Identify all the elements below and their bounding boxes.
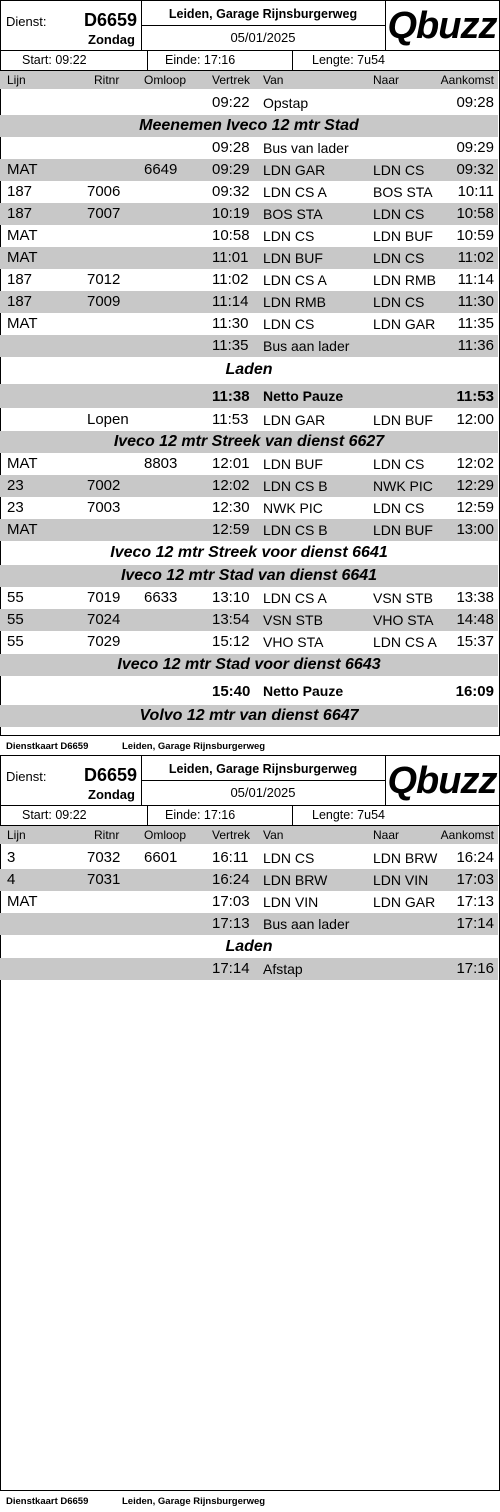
schedule-row [0, 869, 498, 891]
lijn: MAT [7, 455, 38, 472]
schedule-row [0, 225, 498, 247]
qbuzz-logo: Qbuzz [387, 5, 497, 47]
ritnr: 7002 [87, 477, 121, 494]
page-footer [6, 741, 266, 752]
vertrek: 09:29 [212, 161, 250, 178]
vertrek: 11:38 [212, 388, 250, 405]
dienst-code: D6659 [84, 765, 138, 785]
footer-card: Dienstkaart D6659 [6, 741, 89, 752]
section-title: Laden [225, 361, 273, 378]
vertrek: 09:22 [212, 94, 250, 111]
lijn: MAT [7, 315, 38, 332]
col-omloop: Omloop [144, 828, 187, 842]
ritnr: 7031 [87, 871, 121, 888]
vertrek: 15:12 [212, 633, 250, 650]
schedule-row [0, 631, 498, 653]
aankomst: 11:36 [457, 337, 494, 354]
vertrek: 11:30 [212, 315, 249, 332]
section-title: Iveco 12 mtr Streek voor dienst 6641 [110, 544, 388, 561]
vertrek: 10:19 [212, 205, 250, 222]
vertrek: 12:01 [212, 455, 250, 472]
dienst-label: Dienst: [6, 14, 47, 29]
lijn: MAT [7, 521, 38, 538]
ritnr: 7009 [87, 293, 121, 310]
section-title: Iveco 12 mtr Stad van dienst 6641 [0, 565, 498, 587]
dienst-code: D6659 [84, 10, 138, 30]
vertrek: 17:14 [212, 960, 250, 977]
schedule-row [0, 313, 498, 335]
van: Netto Pauze [263, 388, 344, 404]
service-date: 05/01/2025 [230, 30, 296, 45]
col-vertrek: Vertrek [212, 73, 251, 87]
lijn: MAT [7, 893, 38, 910]
section-title: Iveco 12 mtr Stad voor dienst 6643 [0, 654, 498, 676]
van: LDN CS A [263, 184, 327, 200]
vertrek: 13:10 [212, 589, 250, 606]
naar: LDN CS [373, 206, 425, 222]
col-vertrek: Vertrek [212, 828, 251, 842]
schedule-row [0, 269, 498, 291]
ritnr: 7029 [87, 633, 121, 650]
schedule-row [0, 475, 498, 497]
page-footer [6, 1496, 266, 1507]
naar: LDN BUF [373, 522, 433, 538]
ritnr: 7007 [87, 205, 121, 222]
schedule-row [0, 203, 498, 225]
omloop: 6601 [144, 849, 178, 866]
lijn: 187 [7, 293, 33, 310]
van: VHO STA [263, 634, 324, 650]
col-naar: Naar [373, 828, 400, 842]
schedule-row [0, 453, 498, 475]
shift-end: Einde: 17:16 [165, 808, 236, 822]
footer-garage: Leiden, Garage Rijnsburgerweg [122, 741, 266, 752]
schedule-row [0, 519, 498, 541]
col-van: Van [263, 828, 284, 842]
naar: LDN GAR [373, 894, 436, 910]
aankomst: 12:59 [456, 499, 494, 516]
lijn: MAT [7, 227, 38, 244]
van: LDN CS B [263, 478, 328, 494]
aankomst: 09:29 [456, 139, 494, 156]
van: LDN GAR [263, 412, 326, 428]
shift-meta-row [0, 50, 498, 70]
lijn: 55 [7, 589, 24, 606]
van: LDN CS A [263, 590, 327, 606]
dienst-label: Dienst: [6, 769, 47, 784]
section-title: Volvo 12 mtr van dienst 6647 [0, 705, 498, 727]
ritnr: 7024 [87, 611, 121, 628]
aankomst: 11:02 [457, 249, 494, 266]
schedule-row [0, 92, 498, 114]
shift-start: Start: 09:22 [22, 53, 87, 67]
dienst-day: Zondag [88, 787, 135, 802]
vertrek: 15:40 [212, 683, 251, 700]
vertrek: 10:58 [212, 227, 250, 244]
vertrek: 12:59 [212, 521, 250, 538]
van: LDN CS B [263, 522, 328, 538]
ritnr: Lopen [87, 411, 129, 428]
aankomst: 10:59 [456, 227, 494, 244]
aankomst: 12:00 [456, 411, 494, 428]
vertrek: 11:35 [212, 337, 249, 354]
aankomst: 12:02 [456, 455, 494, 472]
lijn: 23 [7, 499, 24, 516]
schedule-row [0, 137, 498, 159]
schedule-row [0, 335, 498, 357]
omloop: 6633 [144, 589, 178, 606]
lijn: 187 [7, 205, 33, 222]
aankomst: 10:58 [456, 205, 494, 222]
van: Netto Pauze [263, 683, 344, 699]
van: LDN BUF [263, 456, 323, 472]
naar: VHO STA [373, 612, 434, 628]
aankomst: 09:32 [456, 161, 494, 178]
omloop: 6649 [144, 161, 178, 178]
aankomst: 12:29 [456, 477, 494, 494]
schedule-row [0, 159, 498, 181]
lijn: 187 [7, 271, 33, 288]
shift-start: Start: 09:22 [22, 808, 87, 822]
van: LDN VIN [263, 894, 319, 910]
van: BOS STA [263, 206, 323, 222]
lijn: 55 [7, 611, 24, 628]
footer-garage: Leiden, Garage Rijnsburgerweg [122, 1496, 266, 1507]
vertrek: 12:30 [212, 499, 250, 516]
schedule-row [0, 181, 498, 203]
col-lijn: Lijn [7, 73, 26, 87]
aankomst: 14:48 [456, 611, 494, 628]
vertrek: 11:02 [212, 271, 249, 288]
naar: LDN CS [373, 162, 425, 178]
schedule-row [0, 891, 498, 913]
aankomst: 16:24 [456, 849, 494, 866]
aankomst: 11:53 [456, 388, 494, 405]
duty-card-page-2 [0, 755, 500, 1511]
aankomst: 11:30 [457, 293, 494, 310]
ritnr: 7012 [87, 271, 121, 288]
naar: VSN STB [373, 590, 433, 606]
vertrek: 09:28 [212, 139, 250, 156]
pause-row [0, 679, 498, 703]
vertrek: 09:32 [212, 183, 250, 200]
col-omloop: Omloop [144, 73, 187, 87]
lijn: 4 [7, 871, 16, 888]
column-header-row [0, 826, 498, 844]
vertrek: 16:11 [212, 849, 249, 866]
van: Afstap [263, 961, 303, 977]
garage-name: Leiden, Garage Rijnsburgerweg [168, 762, 358, 776]
aankomst: 11:14 [457, 271, 494, 288]
schedule-row [0, 247, 498, 269]
van: LDN CS [263, 228, 315, 244]
naar: LDN RMB [373, 272, 437, 288]
section-title: Meenemen Iveco 12 mtr Stad [0, 115, 498, 137]
vertrek: 17:03 [212, 893, 250, 910]
col-ritnr: Ritnr [94, 828, 120, 842]
col-lijn: Lijn [7, 828, 26, 842]
col-naar: Naar [373, 73, 400, 87]
naar: BOS STA [373, 184, 433, 200]
col-aankomst: Aankomst [440, 73, 494, 87]
col-ritnr: Ritnr [94, 73, 120, 87]
van: NWK PIC [263, 500, 323, 516]
footer-card: Dienstkaart D6659 [6, 1496, 89, 1507]
card-header [0, 0, 498, 50]
naar: NWK PIC [373, 478, 433, 494]
vertrek: 11:14 [212, 293, 249, 310]
van: LDN CS [263, 850, 315, 866]
aankomst: 11:35 [457, 315, 494, 332]
schedule-row [0, 291, 498, 313]
dienst-day: Zondag [88, 32, 135, 47]
schedule-row [0, 497, 498, 519]
aankomst: 17:16 [456, 960, 494, 977]
van: LDN GAR [263, 162, 326, 178]
naar: LDN CS [373, 250, 425, 266]
lijn: 23 [7, 477, 24, 494]
shift-end: Einde: 17:16 [165, 53, 236, 67]
vertrek: 16:24 [212, 871, 250, 888]
van: LDN CS A [263, 272, 327, 288]
van: LDN BRW [263, 872, 328, 888]
card-header [0, 755, 498, 805]
van: Bus aan lader [263, 338, 350, 354]
vertrek: 12:02 [212, 477, 250, 494]
naar: LDN BUF [373, 412, 433, 428]
col-van: Van [263, 73, 284, 87]
naar: LDN CS A [373, 634, 437, 650]
ritnr: 7006 [87, 183, 121, 200]
van: Opstap [263, 95, 309, 111]
naar: LDN CS [373, 294, 425, 310]
naar: LDN BRW [373, 850, 438, 866]
naar: LDN CS [373, 456, 425, 472]
column-header-row [0, 71, 498, 89]
van: LDN CS [263, 316, 315, 332]
vertrek: 13:54 [212, 611, 250, 628]
lijn: 3 [7, 849, 16, 866]
aankomst: 16:09 [455, 683, 494, 700]
aankomst: 17:14 [456, 915, 494, 932]
schedule-row [0, 958, 498, 980]
lijn: MAT [7, 249, 38, 266]
van: VSN STB [263, 612, 323, 628]
schedule-row [0, 409, 498, 431]
van: LDN BUF [263, 250, 323, 266]
schedule-row [0, 847, 498, 869]
ritnr: 7003 [87, 499, 121, 516]
naar: LDN GAR [373, 316, 436, 332]
aankomst: 17:13 [456, 893, 494, 910]
naar: LDN VIN [373, 872, 429, 888]
garage-name: Leiden, Garage Rijnsburgerweg [168, 7, 358, 21]
qbuzz-logo: Qbuzz [387, 760, 497, 802]
aankomst: 09:28 [456, 94, 494, 111]
vertrek: 11:01 [212, 249, 249, 266]
section-title: Laden [225, 938, 273, 955]
shift-length: Lengte: 7u54 [312, 808, 385, 822]
lijn: MAT [7, 161, 38, 178]
aankomst: 17:03 [456, 871, 494, 888]
shift-length: Lengte: 7u54 [312, 53, 385, 67]
van: Bus van lader [263, 140, 349, 156]
aankomst: 13:38 [456, 589, 494, 606]
van: Bus aan lader [263, 916, 350, 932]
vertrek: 11:53 [212, 411, 249, 428]
lijn: 55 [7, 633, 24, 650]
service-date: 05/01/2025 [230, 785, 296, 800]
ritnr: 7032 [87, 849, 121, 866]
section-title: Iveco 12 mtr Streek van dienst 6627 [0, 431, 498, 453]
pause-row [0, 384, 498, 408]
van: LDN RMB [263, 294, 327, 310]
vertrek: 17:13 [212, 915, 250, 932]
schedule-row [0, 587, 498, 609]
naar: LDN CS [373, 500, 425, 516]
aankomst: 13:00 [456, 521, 494, 538]
col-aankomst: Aankomst [440, 828, 494, 842]
aankomst: 15:37 [456, 633, 494, 650]
lijn: 187 [7, 183, 33, 200]
ritnr: 7019 [87, 589, 121, 606]
aankomst: 10:11 [457, 183, 494, 200]
schedule-row [0, 913, 498, 935]
omloop: 8803 [144, 455, 178, 472]
schedule-row [0, 609, 498, 631]
naar: LDN BUF [373, 228, 433, 244]
shift-meta-row [0, 805, 498, 825]
